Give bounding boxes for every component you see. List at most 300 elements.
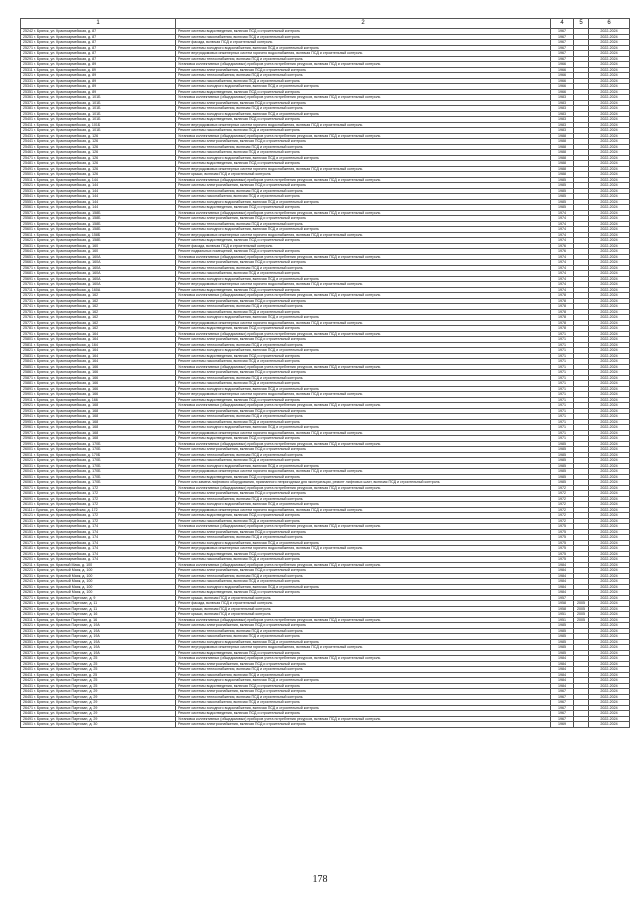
cell-planned-period: 2022-2024 (589, 331, 630, 337)
cell-address: 25731 г. Брянск, ул. Красноармейская, д. 162 (21, 298, 176, 304)
cell-work-type: Ремонт крыши, включая ПСД и строительный контроль (176, 612, 551, 618)
cell-planned-period: 2022-2024 (589, 183, 630, 189)
cell-year-built: 1984 (551, 683, 574, 689)
cell-year-built: 1966 (551, 89, 574, 95)
cell-planned-period: 2022-2024 (589, 205, 630, 211)
cell-work-type: Ремонт системы электроснабжения, включая ПСД и строительный контроль (176, 568, 551, 574)
cell-planned-period: 2022-2024 (589, 359, 630, 365)
cell-planned-period: 2022-2024 (589, 194, 630, 200)
cell-planned-period: 2022-2024 (589, 293, 630, 299)
cell-year-built: 1976 (551, 243, 574, 249)
cell-work-type: Ремонт фасада, включая ПСД и строительный контроль (176, 40, 551, 46)
cell-planned-period: 2022-2024 (589, 441, 630, 447)
cell-work-type: Ремонт системы водоотведения, включая ПСД и строительный контроль (176, 474, 551, 480)
cell-address: 25311 г. Брянск, ул. Красноармейская, д. 89 (21, 67, 176, 73)
cell-year-built: 1985 (551, 469, 574, 475)
cell-work-type: Ремонт внутридомовых инженерных систем горячего водоснабжения, включая ПСД и строительный контроль (176, 122, 551, 128)
cell-address: 25281 г. Брянск, ул. Красноармейская, д. 87 (21, 51, 176, 57)
cell-year-built: 1984 (551, 568, 574, 574)
cell-work-type: Ремонт системы теплоснабжения, включая ПСД и строительный контроль (176, 221, 551, 227)
cell-planned-period: 2022-2024 (589, 447, 630, 453)
cell-year-built: 1985 (551, 480, 574, 486)
cell-planned-period: 2022-2024 (589, 144, 630, 150)
cell-work-type: Ремонт системы холодного водоснабжения, включая ПСД и строительный контроль (176, 678, 551, 684)
cell-address: 25671 г. Брянск, ул. Красноармейская, д. 160А (21, 265, 176, 271)
cell-planned-period: 2022-2024 (589, 298, 630, 304)
cell-planned-period: 2022-2024 (589, 177, 630, 183)
cell-work-type: Ремонт системы водоотведения, включая ПСД и строительный контроль (176, 161, 551, 167)
cell-planned-period: 2022-2024 (589, 304, 630, 310)
cell-address: 25691 г. Брянск, ул. Красноармейская, д. 160А (21, 276, 176, 282)
cell-planned-period: 2022-2024 (589, 711, 630, 717)
cell-planned-period: 2022-2024 (589, 260, 630, 266)
cell-year-built: 1967 (551, 56, 574, 62)
cell-work-type: Ремонт системы газоснабжения, включая ПСД и строительный контроль (176, 359, 551, 365)
cell-planned-period: 2022-2024 (589, 386, 630, 392)
cell-work-type: Установка коллективных (общедомовых) приборов учета потребления ресурсов, включая ПСД и строительный контроль (176, 331, 551, 337)
cell-year-built: 1975 (551, 535, 574, 541)
cell-year-built: 1984 (551, 584, 574, 590)
cell-work-type: Ремонт системы теплоснабжения, включая ПСД и строительный контроль (176, 535, 551, 541)
cell-year-reconstructed: 2005 (574, 612, 589, 618)
cell-address: 26311 г. Брянск, ул. Красных Партизан, д. 16 (21, 617, 176, 623)
cell-planned-period: 2022-2024 (589, 348, 630, 354)
cell-year-built: 1971 (551, 397, 574, 403)
cell-address: 25941 г. Брянск, ул. Красноармейская, д. 168 (21, 414, 176, 420)
cell-work-type: Ремонт системы электроснабжения, включая ПСД и строительный контроль (176, 100, 551, 106)
cell-work-type: Ремонт системы газоснабжения, включая ПСД и строительный контроль (176, 271, 551, 277)
cell-address: 25561 г. Брянск, ул. Красноармейская, д. 144 (21, 205, 176, 211)
cell-planned-period: 2022-2024 (589, 496, 630, 502)
cell-address: 26131 г. Брянск, ул. Красноармейская, д. 172 (21, 518, 176, 524)
cell-address: 25781 г. Брянск, ул. Красноармейская, д. 162 (21, 326, 176, 332)
cell-planned-period: 2022-2024 (589, 216, 630, 222)
cell-address: 25871 г. Брянск, ул. Красноармейская, д. 166 (21, 375, 176, 381)
cell-address: 25551 г. Брянск, ул. Красноармейская, д. 144 (21, 199, 176, 205)
cell-address: 25861 г. Брянск, ул. Красноармейская, д. 166 (21, 370, 176, 376)
cell-year-built: 1971 (551, 419, 574, 425)
cell-address: 25371 г. Брянск, ул. Красноармейская, д. 101Б (21, 100, 176, 106)
cell-year-built: 1958 (551, 606, 574, 612)
cell-work-type: Ремонт системы теплоснабжения, включая ПСД и строительный контроль (176, 342, 551, 348)
cell-address: 25661 г. Брянск, ул. Красноармейская, д. 160А (21, 260, 176, 266)
cell-year-built: 1974 (551, 232, 574, 238)
cell-work-type: Ремонт системы электроснабжения, включая ПСД и строительный контроль (176, 298, 551, 304)
cell-planned-period: 2022-2024 (589, 139, 630, 145)
cell-planned-period: 2022-2024 (589, 579, 630, 585)
cell-planned-period: 2022-2024 (589, 95, 630, 101)
cell-planned-period: 2022-2024 (589, 172, 630, 178)
cell-address: 25601 г. Брянск, ул. Красноармейская, д. 158Б (21, 227, 176, 233)
cell-year-built: 1971 (551, 381, 574, 387)
cell-year-built: 1967 (551, 716, 574, 722)
cell-planned-period: 2022-2024 (589, 342, 630, 348)
cell-year-built: 1988 (551, 155, 574, 161)
cell-address: 25911 г. Брянск, ул. Красноармейская, д. 166 (21, 397, 176, 403)
cell-work-type: Ремонт системы электроснабжения, включая ПСД и строительный контроль (176, 370, 551, 376)
cell-year-built: 1966 (551, 73, 574, 79)
cell-year-built: 1983 (551, 122, 574, 128)
cell-work-type: Ремонт системы теплоснабжения, включая ПСД и строительный контроль (176, 106, 551, 112)
cell-planned-period: 2022-2024 (589, 562, 630, 568)
cell-address: 25881 г. Брянск, ул. Красноармейская, д. 166 (21, 381, 176, 387)
cell-work-type: Ремонт системы холодного водоснабжения, включая ПСД и строительный контроль (176, 199, 551, 205)
cell-address: 25271 г. Брянск, ул. Красноармейская, д. 87 (21, 45, 176, 51)
cell-work-type: Ремонт системы холодного водоснабжения, включая ПСД и строительный контроль (176, 227, 551, 233)
cell-planned-period: 2022-2024 (589, 392, 630, 398)
cell-work-type: Ремонт системы газоснабжения, включая ПСД и строительный контроль (176, 579, 551, 585)
cell-planned-period: 2022-2024 (589, 232, 630, 238)
cell-year-built: 1951 (551, 617, 574, 623)
cell-year-built: 1985 (551, 639, 574, 645)
cell-planned-period: 2022-2024 (589, 315, 630, 321)
cell-work-type: Ремонт системы теплоснабжения, включая ПСД и строительный контроль (176, 56, 551, 62)
cell-year-built: 1985 (551, 645, 574, 651)
cell-year-built: 1988 (551, 133, 574, 139)
cell-planned-period: 2022-2024 (589, 628, 630, 634)
cell-year-built: 1975 (551, 546, 574, 552)
cell-work-type: Установка коллективных (общедомовых) приборов учета потребления ресурсов, включая ПСД и строительный контроль (176, 524, 551, 530)
cell-work-type: Ремонт внутридомовых инженерных систем горячего водоснабжения, включая ПСД и строительный контроль (176, 232, 551, 238)
cell-planned-period: 2022-2024 (589, 381, 630, 387)
cell-year-built: 1972 (551, 485, 574, 491)
cell-address: 26031 г. Брянск, ул. Красноармейская, д. 170Б (21, 463, 176, 469)
cell-planned-period: 2022-2024 (589, 617, 630, 623)
cell-work-type: Установка коллективных (общедомовых) приборов учета потребления ресурсов, включая ПСД и строительный контроль (176, 441, 551, 447)
cell-year-built: 1983 (551, 106, 574, 112)
cell-planned-period: 2022-2024 (589, 89, 630, 95)
cell-year-built: 1971 (551, 331, 574, 337)
cell-address: 25631 г. Брянск, ул. Красноармейская, д. 160 (21, 243, 176, 249)
cell-address: 26501 г. Брянск, ул. Красных Партизан, д. 30 (21, 722, 176, 728)
cell-planned-period: 2022-2024 (589, 623, 630, 629)
cell-year-built: 1985 (551, 447, 574, 453)
cell-planned-period: 2022-2024 (589, 705, 630, 711)
cell-planned-period: 2022-2024 (589, 106, 630, 112)
cell-year-built: 1966 (551, 67, 574, 73)
cell-year-built: 1984 (551, 661, 574, 667)
cell-year-built: 1969 (551, 722, 574, 728)
cell-address: 26461 г. Брянск, ул. Красных Партизан, д. 29 (21, 700, 176, 706)
cell-work-type: Ремонт внутридомовых инженерных систем горячего водоснабжения, включая ПСД и строительный контроль (176, 469, 551, 475)
cell-planned-period: 2022-2024 (589, 573, 630, 579)
cell-year-built: 1971 (551, 337, 574, 343)
cell-address: 25831 г. Брянск, ул. Красноармейская, д. 164 (21, 353, 176, 359)
cell-planned-period: 2022-2024 (589, 254, 630, 260)
cell-work-type: Ремонт системы холодного водоснабжения, включая ПСД и строительный контроль (176, 276, 551, 282)
cell-year-built: 1971 (551, 375, 574, 381)
cell-address: 25651 г. Брянск, ул. Красноармейская, д. 160А (21, 254, 176, 260)
cell-work-type: Ремонт системы электроснабжения, включая ПСД и строительный контроль (176, 623, 551, 629)
cell-address: 26201 г. Брянск, ул. Красноармейская, д. 174 (21, 557, 176, 563)
cell-work-type: Ремонт системы теплоснабжения, включая ПСД и строительный контроль (176, 694, 551, 700)
cell-year-built: 1971 (551, 353, 574, 359)
cell-address: 25301 г. Брянск, ул. Красноармейская, д. 89 (21, 62, 176, 68)
cell-planned-period: 2022-2024 (589, 408, 630, 414)
cell-address: 26361 г. Брянск, ул. Красных Партизан, д. 19А (21, 645, 176, 651)
cell-work-type: Ремонт системы газоснабжения, включая ПСД и строительный контроль (176, 309, 551, 315)
cell-work-type: Ремонт системы электроснабжения, включая ПСД и строительный контроль (176, 260, 551, 266)
cell-planned-period: 2022-2024 (589, 551, 630, 557)
cell-work-type: Ремонт системы теплоснабжения, включая ПСД и строительный контроль (176, 452, 551, 458)
cell-planned-period: 2022-2024 (589, 469, 630, 475)
cell-address: 26441 г. Брянск, ул. Красных Партизан, д. 29 (21, 689, 176, 695)
cell-planned-period: 2022-2024 (589, 430, 630, 436)
cell-year-built: 1975 (551, 551, 574, 557)
cell-address: 26171 г. Брянск, ул. Красноармейская, д. 174 (21, 540, 176, 546)
cell-work-type: Установка коллективных (общедомовых) приборов учета потребления ресурсов, включая ПСД и строительный контроль (176, 403, 551, 409)
cell-work-type: Ремонт системы холодного водоснабжения, включая ПСД и строительный контроль (176, 348, 551, 354)
cell-year-built: 1983 (551, 117, 574, 123)
cell-year-built: 1978 (551, 298, 574, 304)
cell-year-built: 1971 (551, 408, 574, 414)
cell-planned-period: 2022-2024 (589, 326, 630, 332)
cell-work-type: Ремонт системы теплоснабжения, включая ПСД и строительный контроль (176, 667, 551, 673)
cell-year-built: 1974 (551, 238, 574, 244)
cell-year-built: 1988 (551, 166, 574, 172)
cell-planned-period: 2022-2024 (589, 166, 630, 172)
cell-work-type: Ремонт системы теплоснабжения, включая ПСД и строительный контроль (176, 144, 551, 150)
cell-planned-period: 2022-2024 (589, 612, 630, 618)
cell-planned-period: 2022-2024 (589, 689, 630, 695)
cell-work-type: Ремонт системы газоснабжения, включая ПСД и строительный контроль (176, 194, 551, 200)
header-col-2: 2 (176, 19, 551, 29)
table-header (21, 19, 630, 29)
cell-work-type: Ремонт крыши, включая ПСД и строительный контроль (176, 595, 551, 601)
cell-planned-period: 2022-2024 (589, 221, 630, 227)
cell-work-type: Ремонт системы газоснабжения, включая ПСД и строительный контроль (176, 34, 551, 40)
cell-planned-period: 2022-2024 (589, 276, 630, 282)
cell-year-built: 1984 (551, 656, 574, 662)
cell-planned-period: 2022-2024 (589, 436, 630, 442)
cell-work-type: Ремонт системы электроснабжения, включая ПСД и строительный контроль (176, 529, 551, 535)
cell-address: 25901 г. Брянск, ул. Красноармейская, д. 166 (21, 392, 176, 398)
cell-planned-period: 2022-2024 (589, 56, 630, 62)
cell-planned-period: 2022-2024 (589, 524, 630, 530)
table-body (21, 29, 630, 728)
cell-work-type: Ремонт фасада, включая ПСД и строительный контроль (176, 601, 551, 607)
cell-year-built: 1988 (551, 172, 574, 178)
cell-planned-period: 2022-2024 (589, 51, 630, 57)
cell-year-built: 1984 (551, 573, 574, 579)
cell-planned-period: 2022-2024 (589, 40, 630, 46)
cell-address: 25791 г. Брянск, ул. Красноармейская, д. 164 (21, 331, 176, 337)
cell-address: 25381 г. Брянск, ул. Красноармейская, д. 101Б (21, 106, 176, 112)
cell-year-reconstructed: 2005 (574, 617, 589, 623)
cell-planned-period: 2022-2024 (589, 249, 630, 255)
cell-year-built: 1988 (551, 161, 574, 167)
cell-work-type: Ремонт системы холодного водоснабжения, включая ПСД и строительный контроль (176, 705, 551, 711)
cell-work-type: Ремонт системы газоснабжения, включая ПСД и строительный контроль (176, 150, 551, 156)
cell-address: 26011 г. Брянск, ул. Красноармейская, д. 170Б (21, 452, 176, 458)
cell-planned-period: 2022-2024 (589, 700, 630, 706)
cell-planned-period: 2022-2024 (589, 601, 630, 607)
cell-address: 25341 г. Брянск, ул. Красноармейская, д. 89 (21, 84, 176, 90)
cell-work-type: Ремонт фасада, включая ПСД и строительный контроль (176, 243, 551, 249)
cell-address: 26051 г. Брянск, ул. Красноармейская, д. 170Б (21, 474, 176, 480)
page-number: 178 (312, 874, 328, 885)
cell-work-type: Ремонт системы электроснабжения, включая ПСД и строительный контроль (176, 337, 551, 343)
cell-planned-period: 2022-2024 (589, 513, 630, 519)
cell-work-type: Ремонт крыши, включая ПСД и строительный контроль (176, 172, 551, 178)
cell-planned-period: 2022-2024 (589, 337, 630, 343)
cell-year-built: 1985 (551, 474, 574, 480)
cell-planned-period: 2022-2024 (589, 507, 630, 513)
cell-address: 25771 г. Брянск, ул. Красноармейская, д. 162 (21, 320, 176, 326)
cell-planned-period: 2022-2024 (589, 584, 630, 590)
cell-planned-period: 2022-2024 (589, 364, 630, 370)
cell-work-type: Ремонт системы холодного водоснабжения, включая ПСД и строительный контроль (176, 386, 551, 392)
cell-address: 25811 г. Брянск, ул. Красноармейская, д. 164 (21, 342, 176, 348)
cell-address: 26021 г. Брянск, ул. Красноармейская, д. 170Б (21, 458, 176, 464)
cell-planned-period: 2022-2024 (589, 128, 630, 134)
cell-work-type: Установка коллективных (общедомовых) приборов учета потребления ресурсов, включая ПСД и строительный контроль (176, 656, 551, 662)
cell-address: 26341 г. Брянск, ул. Красных Партизан, д. 19А (21, 634, 176, 640)
cell-work-type: Ремонт системы холодного водоснабжения, включая ПСД и строительный контроль (176, 584, 551, 590)
cell-work-type: Установка коллективных (общедомовых) приборов учета потребления ресурсов, включая ПСД и строительный контроль (176, 617, 551, 623)
cell-work-type: Ремонт системы газоснабжения, включая ПСД и строительный контроль (176, 672, 551, 678)
cell-year-built: 1983 (551, 128, 574, 134)
cell-planned-period: 2022-2024 (589, 557, 630, 563)
cell-planned-period: 2022-2024 (589, 375, 630, 381)
cell-work-type: Ремонт внутридомовых инженерных систем горячего водоснабжения, включая ПСД и строительный контроль (176, 645, 551, 651)
cell-planned-period: 2022-2024 (589, 419, 630, 425)
cell-address: 26091 г. Брянск, ул. Красноармейская, д. 172 (21, 496, 176, 502)
cell-planned-period: 2022-2024 (589, 595, 630, 601)
cell-address: 26281 г. Брянск, ул. Красных Партизан, д. 11 (21, 601, 176, 607)
cell-planned-period: 2022-2024 (589, 480, 630, 486)
cell-year-built: 1988 (551, 144, 574, 150)
cell-planned-period: 2022-2024 (589, 425, 630, 431)
cell-work-type: Ремонт системы теплоснабжения, включая ПСД и строительный контроль (176, 188, 551, 194)
cell-planned-period: 2022-2024 (589, 458, 630, 464)
cell-year-built: 1984 (551, 672, 574, 678)
cell-address: 26351 г. Брянск, ул. Красных Партизан, д. 19А (21, 639, 176, 645)
cell-address: 25821 г. Брянск, ул. Красноармейская, д. 164 (21, 348, 176, 354)
header-col-4: 4 (551, 19, 574, 29)
cell-work-type: Ремонт внутридомовых инженерных систем горячего водоснабжения, включая ПСД и строительный контроль (176, 430, 551, 436)
cell-planned-period: 2022-2024 (589, 694, 630, 700)
cell-address: 25321 г. Брянск, ул. Красноармейская, д. 89 (21, 73, 176, 79)
cell-planned-period: 2022-2024 (589, 67, 630, 73)
cell-address: 25721 г. Брянск, ул. Красноармейская, д. 162 (21, 293, 176, 299)
cell-year-built: 1985 (551, 441, 574, 447)
cell-work-type: Установка коллективных (общедомовых) приборов учета потребления ресурсов, включая ПСД и строительный контроль (176, 254, 551, 260)
cell-work-type: Ремонт системы теплоснабжения, включая ПСД и строительный контроль (176, 628, 551, 634)
cell-year-built: 1951 (551, 612, 574, 618)
cell-address: 25571 г. Брянск, ул. Красноармейская, д. 158Б (21, 210, 176, 216)
cell-planned-period: 2022-2024 (589, 199, 630, 205)
cell-planned-period: 2022-2024 (589, 452, 630, 458)
cell-address: 26221 г. Брянск, ул. Красный Маяк, д. 100 (21, 568, 176, 574)
cell-work-type: Ремонт системы водоотведения, включая ПСД и строительный контроль (176, 711, 551, 717)
cell-address: 26101 г. Брянск, ул. Красноармейская, д. 172 (21, 502, 176, 508)
cell-planned-period: 2022-2024 (589, 518, 630, 524)
cell-address: 26271 г. Брянск, ул. Красных Партизан, д. 9 (21, 595, 176, 601)
cell-year-built: 1988 (551, 139, 574, 145)
cell-work-type: Ремонт системы холодного водоснабжения, включая ПСД и строительный контроль (176, 502, 551, 508)
cell-year-reconstructed: 2005 (574, 601, 589, 607)
cell-planned-period: 2022-2024 (589, 540, 630, 546)
cell-work-type: Ремонт системы газоснабжения, включая ПСД и строительный контроль (176, 634, 551, 640)
cell-work-type: Ремонт системы холодного водоснабжения, включая ПСД и строительный контроль (176, 639, 551, 645)
cell-address: 25761 г. Брянск, ул. Красноармейская, д. 162 (21, 315, 176, 321)
cell-year-built: 1966 (551, 78, 574, 84)
cell-work-type: Ремонт системы водоотведения, включая ПСД и строительный контроль (176, 551, 551, 557)
cell-work-type: Ремонт системы газоснабжения, включая ПСД и строительный контроль (176, 518, 551, 524)
cell-address: 26431 г. Брянск, ул. Красных Партизан, д. 25 (21, 683, 176, 689)
cell-address: 26231 г. Брянск, ул. Красный Маяк, д. 100 (21, 573, 176, 579)
cell-year-built: 1985 (551, 458, 574, 464)
cell-address: 25621 г. Брянск, ул. Красноармейская, д. 158Б (21, 238, 176, 244)
cell-work-type: Ремонт системы водоотведения, включая ПСД и строительный контроль (176, 590, 551, 596)
cell-planned-period: 2022-2024 (589, 678, 630, 684)
cell-year-built: 1974 (551, 276, 574, 282)
cell-address: 26421 г. Брянск, ул. Красных Партизан, д. 25 (21, 678, 176, 684)
cell-work-type: Ремонт системы газоснабжения, включая ПСД и строительный контроль (176, 700, 551, 706)
cell-address: 26111 г. Брянск, ул. Красноармейская, д. 172 (21, 507, 176, 513)
cell-address: 25611 г. Брянск, ул. Красноармейская, д. 158Б (21, 232, 176, 238)
cell-address: 25591 г. Брянск, ул. Красноармейская, д. 158Б (21, 221, 176, 227)
cell-planned-period: 2022-2024 (589, 320, 630, 326)
cell-work-type: Ремонт внутридомовых инженерных систем горячего водоснабжения, включая ПСД и строительный контроль (176, 51, 551, 57)
cell-year-built: 1985 (551, 183, 574, 189)
cell-year-built: 1974 (551, 260, 574, 266)
cell-planned-period: 2022-2024 (589, 78, 630, 84)
cell-address: 25971 г. Брянск, ул. Красноармейская, д. 168 (21, 430, 176, 436)
cell-work-type: Ремонт системы холодного водоснабжения, включая ПСД и строительный контроль (176, 463, 551, 469)
cell-address: 25531 г. Брянск, ул. Красноармейская, д. 144 (21, 188, 176, 194)
cell-address: 26451 г. Брянск, ул. Красных Партизан, д. 29 (21, 694, 176, 700)
cell-address: 26081 г. Брянск, ул. Красноармейская, д. 172 (21, 491, 176, 497)
cell-work-type: Ремонт системы электроснабжения, включая ПСД и строительный контроль (176, 408, 551, 414)
cell-planned-period: 2022-2024 (589, 650, 630, 656)
cell-planned-period: 2022-2024 (589, 397, 630, 403)
cell-year-built: 1971 (551, 359, 574, 365)
cell-year-built: 1984 (551, 579, 574, 585)
cell-work-type: Ремонт системы теплоснабжения, включая ПСД и строительный контроль (176, 573, 551, 579)
cell-work-type: Установка коллективных (общедомовых) приборов учета потребления ресурсов, включая ПСД и строительный контроль (176, 62, 551, 68)
cell-address: 25511 г. Брянск, ул. Красноармейская, д. 144 (21, 177, 176, 183)
cell-work-type: Ремонт системы электроснабжения, включая ПСД и строительный контроль (176, 689, 551, 695)
cell-planned-period: 2022-2024 (589, 155, 630, 161)
cell-planned-period: 2022-2024 (589, 287, 630, 293)
cell-address: 26161 г. Брянск, ул. Красноармейская, д. 174 (21, 535, 176, 541)
cell-address: 25641 г. Брянск, ул. Красноармейская, д. 160 (21, 249, 176, 255)
cell-year-built: 1966 (551, 84, 574, 90)
cell-address: 26191 г. Брянск, ул. Красноармейская, д. 174 (21, 551, 176, 557)
cell-year-built: 1974 (551, 210, 574, 216)
cell-year-built: 1976 (551, 249, 574, 255)
cell-work-type: Ремонт системы водоотведения, включая ПСД и строительный контроль (176, 397, 551, 403)
cell-year-built: 1983 (551, 111, 574, 117)
cell-address: 25481 г. Брянск, ул. Красноармейская, д. 126 (21, 161, 176, 167)
cell-address: 25242 г. Брянск, ул. Красноармейская, д. 87 (21, 29, 176, 35)
cell-address: 26301 г. Брянск, ул. Красных Партизан, д. 16 (21, 612, 176, 618)
cell-address: 26371 г. Брянск, ул. Красных Партизан, д. 19А (21, 650, 176, 656)
cell-year-built: 1971 (551, 430, 574, 436)
cell-address: 25501 г. Брянск, ул. Красноармейская, д. 126 (21, 172, 176, 178)
cell-address: 25701 г. Брянск, ул. Красноармейская, д. 160А (21, 282, 176, 288)
cell-year-built: 1978 (551, 320, 574, 326)
cell-address: 26151 г. Брянск, ул. Красноармейская, д. 174 (21, 529, 176, 535)
cell-year-built: 1984 (551, 667, 574, 673)
cell-work-type: Ремонт системы холодного водоснабжения, включая ПСД и строительный контроль (176, 45, 551, 51)
cell-year-built: 1975 (551, 540, 574, 546)
cell-year-built: 1967 (551, 689, 574, 695)
cell-year-built: 1984 (551, 590, 574, 596)
cell-year-built: 1985 (551, 194, 574, 200)
